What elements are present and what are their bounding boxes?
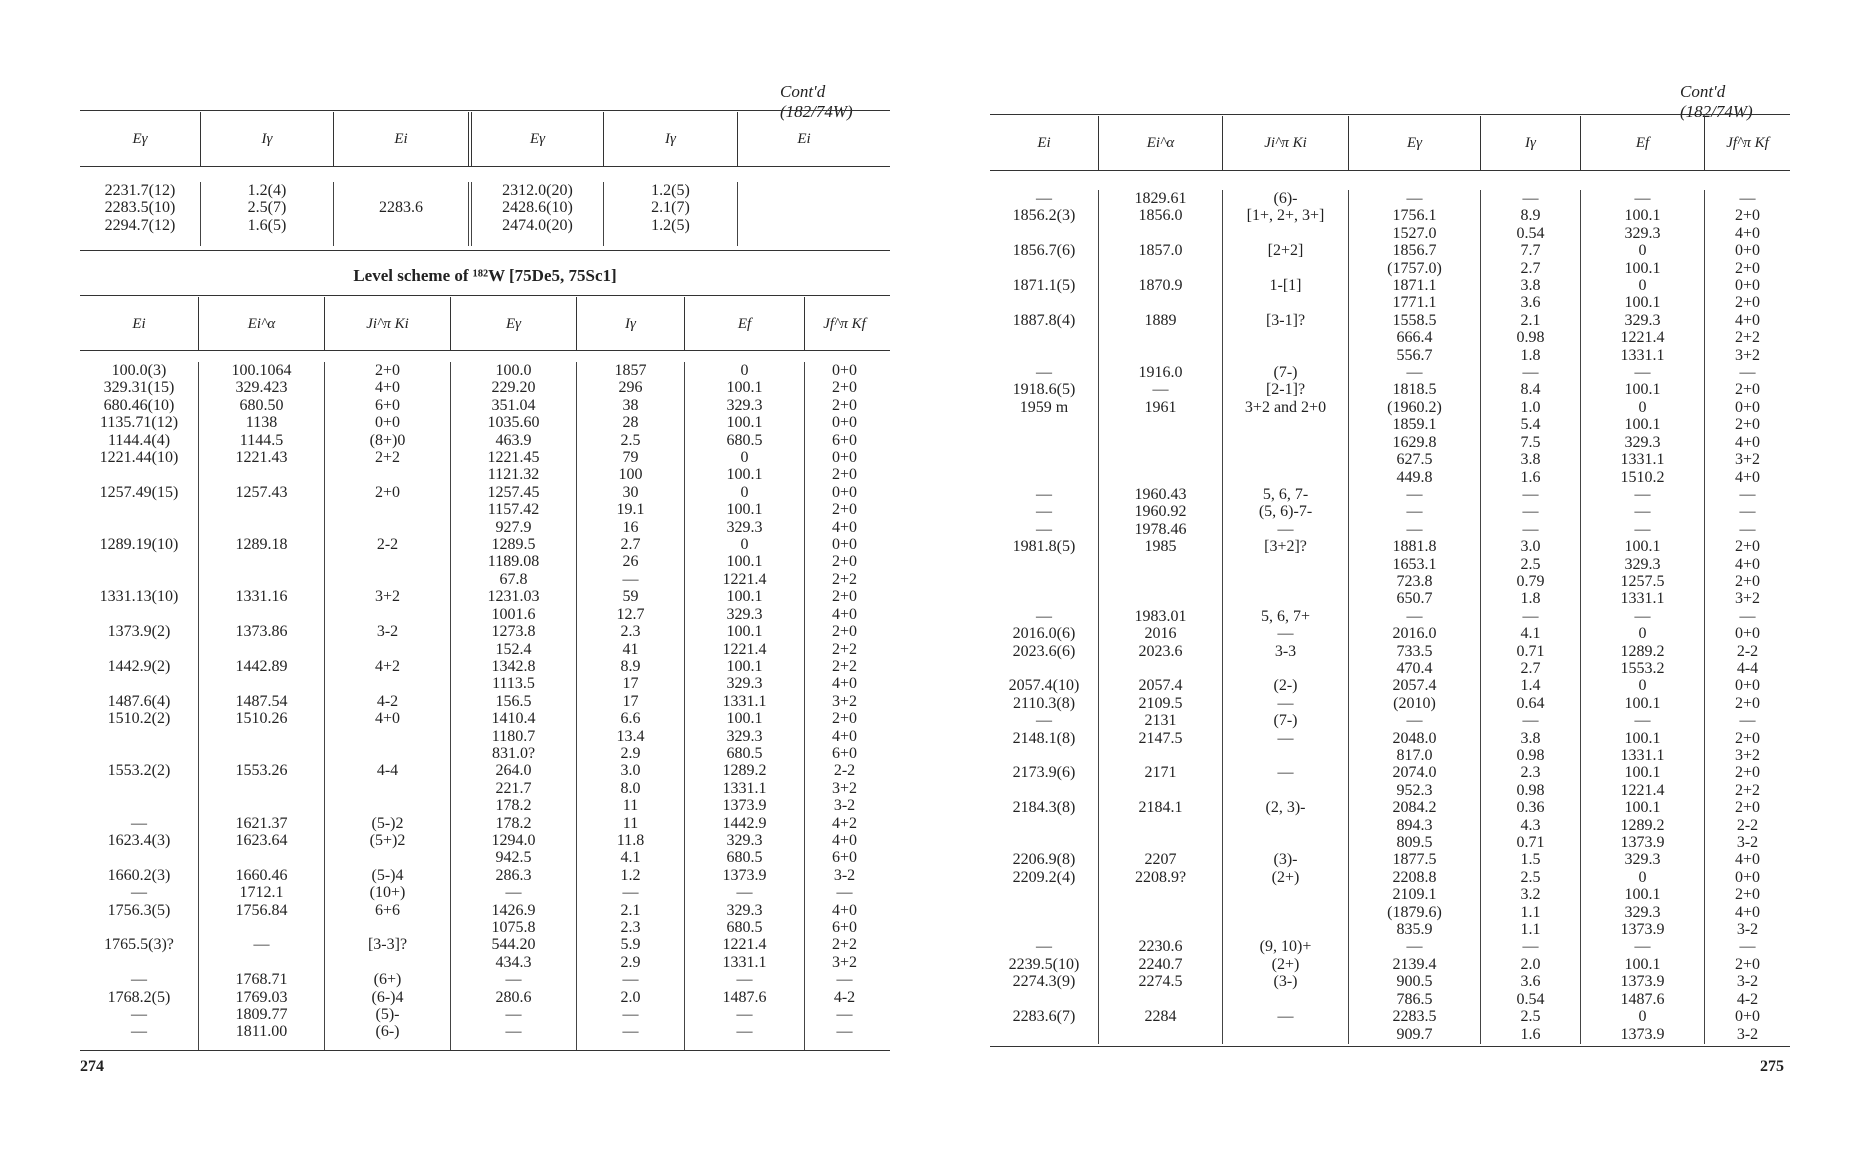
table-rule	[990, 1046, 1790, 1047]
top-table-header	[80, 112, 890, 166]
col-header: Ef	[1580, 116, 1704, 170]
table-column: 0+0 2+0 2+0 0+0 6+0 0+0 2+0 0+0 2+0 4+0 0+0 2+0 2+2 2+0 4+0 2+0 2+2 2+2 4+0 3+2 2+0 4+0 6+0 2-2 3+2 3-2 4+2 4+0 6+0 3-2 — 4+0 6+0 2+2 3+2 — 4-2 — —	[804, 362, 884, 1050]
col-header: Eγ	[468, 112, 603, 166]
contd-label: Cont'd (182/74W)	[1680, 82, 1753, 121]
table-column: 2312.0(20) 2428.6(10) 2474.0(20)	[468, 182, 603, 246]
col-header: Ei	[132, 316, 146, 332]
page-number: 274	[80, 1058, 104, 1075]
table-rule	[990, 114, 1790, 115]
table-column: — 1756.1 1527.0 1856.7 (1757.0) 1871.1 1771.1 1558.5 666.4 556.7 — 1818.5 (1960.2) 1859.1 1629.8 627.5 449.8 — — — 1881.8 1653.1 723.8 650.7 — 2016.0 733.5 470.4 2057.4 (2010) — 2048.0 817.0 2074.0 952.3 2084.2 894.3 809.5 1877.5 2208.8 2109.1 (1879.6) 835.9 — 2139.4 900.5 786.5 2283.5 909.7	[1348, 190, 1480, 1044]
main-table-header	[80, 297, 890, 351]
col-header: Ji^π Ki	[1222, 116, 1348, 170]
main-table-body	[80, 362, 890, 1050]
table-rule	[80, 110, 890, 111]
right-table-header	[990, 116, 1790, 170]
col-header: Ei	[1037, 135, 1051, 151]
right-table-body	[990, 190, 1790, 1044]
top-table-body	[80, 182, 890, 246]
table-column: 100.0 229.20 351.04 1035.60 463.9 1221.45 1121.32 1257.45 1157.42 927.9 1289.5 1189.08 67.8 1231.03 1001.6 1273.8 152.4 1342.8 1113.5 156.5 1410.4 1180.7 831.0? 264.0 221.7 178.2 178.2 1294.0 942.5 286.3 — 1426.9 1075.8 544.20 434.3 — 280.6 — —	[450, 362, 576, 1050]
col-header: Iγ	[576, 297, 684, 351]
table-column: (6)- [1+, 2+, 3+] [2+2] 1-[1] [3-1]? (7-) [2-1]? 3+2 and 2+0 5, 6, 7- (5, 6)-7- — [3+2]? 5, 6, 7+ — 3-3 (2-) — (7-) — — (2, 3)- (3)- (2+) (9, 10)+ (2+) (3-) —	[1222, 190, 1348, 1044]
table-rule	[990, 170, 1790, 171]
table-column: — 1856.2(3) 1856.7(6) 1871.1(5) 1887.8(4) — 1918.6(5) 1959 m — — — 1981.8(5) — 2016.0(6) 2023.6(6) 2057.4(10) 2110.3(8) — 2148.1(8) 2173.9(6) 2184.3(8) 2206.9(8) 2209.2(4) — 2239.5(10) 2274.3(9) 2283.6(7)	[1008, 190, 1080, 1026]
col-header: Ei	[737, 112, 870, 166]
contd-label: Cont'd (182/74W)	[780, 82, 853, 121]
table-column: 1.2(4) 2.5(7) 1.6(5)	[200, 182, 333, 246]
table-column: 100.1064 329.423 680.50 1138 1144.5 1221.43 1257.43 1289.18 1331.16 1373.86 1442.89 1487.54 1510.26 1553.26 1621.37 1623.64 1660.46 1712.1 1756.84 — 1768.71 1769.03 1809.77 1811.00	[198, 362, 324, 1050]
table-column: 100.0(3) 329.31(15) 680.46(10) 1135.71(12) 1144.4(4) 1221.44(10) 1257.49(15) 1289.19(10) 1331.13(10) 1373.9(2) 1442.9(2) 1487.6(4) 1510.2(2) 1553.2(2) — 1623.4(3) 1660.2(3) — 1756.3(5) 1765.5(3)? — 1768.2(5) — —	[99, 362, 179, 1041]
table-column: — 100.1 329.3 0 100.1 0 100.1 329.3 1221.4 1331.1 — 100.1 0 100.1 329.3 1331.1 1510.2 — — — 100.1 329.3 1257.5 1331.1 — 0 1289.2 1553.2 0 100.1 — 100.1 1331.1 100.1 1221.4 100.1 1289.2 1373.9 329.3 0 100.1 329.3 1373.9 — 100.1 1373.9 1487.6 0 1373.9	[1580, 190, 1704, 1044]
table-column: 1857 296 38 28 2.5 79 100 30 19.1 16 2.7 26 — 59 12.7 2.3 41 8.9 17 17 6.6 13.4 2.9 3.0 8.0 11 11 11.8 4.1 1.2 — 2.1 2.3 5.9 2.9 — 2.0 — —	[576, 362, 684, 1050]
col-header: Iγ	[200, 112, 333, 166]
table-column: 1.2(5) 2.1(7) 1.2(5)	[603, 182, 737, 246]
table-rule	[80, 295, 890, 296]
col-header: Ef	[684, 297, 804, 351]
table-column: — 2+0 4+0 0+0 2+0 0+0 2+0 4+0 2+2 3+2 — 2+0 0+0 2+0 4+0 3+2 4+0 — — — 2+0 4+0 2+0 3+2 — 0+0 2-2 4-4 0+0 2+0 — 2+0 3+2 2+0 2+2 2+0 2-2 3-2 4+0 0+0 2+0 4+0 3-2 — 2+0 3-2 4-2 0+0 3-2	[1704, 190, 1790, 1044]
col-header: Ei^α	[198, 297, 324, 351]
col-header: Jf^π Kf	[1704, 116, 1790, 170]
table-rule	[80, 250, 890, 251]
col-header: Eγ	[132, 131, 148, 147]
level-scheme-title: Level scheme of ¹⁸²W [75De5, 75Sc1]	[353, 266, 617, 285]
table-column	[737, 182, 870, 246]
table-column: 2231.7(12) 2283.5(10) 2294.7(12)	[104, 182, 176, 234]
table-rule	[80, 350, 890, 351]
page-number: 275	[1760, 1058, 1784, 1075]
table-column: — 8.9 0.54 7.7 2.7 3.8 3.6 2.1 0.98 1.8 — 8.4 1.0 5.4 7.5 3.8 1.6 — — — 3.0 2.5 0.79 1.8 — 4.1 0.71 2.7 1.4 0.64 — 3.8 0.98 2.3 0.98 0.36 4.3 0.71 1.5 2.5 3.2 1.1 1.1 — 2.0 3.6 0.54 2.5 1.6	[1480, 190, 1580, 1044]
col-header: Eγ	[450, 297, 576, 351]
col-header: Iγ	[603, 112, 737, 166]
col-header: Eγ	[1348, 116, 1480, 170]
table-column: 2283.6	[333, 182, 468, 246]
col-header: Iγ	[1480, 116, 1580, 170]
col-header: Ei^α	[1098, 116, 1222, 170]
col-header: Ji^π Ki	[324, 297, 450, 351]
table-column: 1829.61 1856.0 1857.0 1870.9 1889 1916.0 — 1961 1960.43 1960.92 1978.46 1985 1983.01 2016 2023.6 2057.4 2109.5 2131 2147.5 2171 2184.1 2207 2208.9? 2230.6 2240.7 2274.5 2284	[1098, 190, 1222, 1044]
table-column: 0 100.1 329.3 100.1 680.5 0 100.1 0 100.1 329.3 0 100.1 1221.4 100.1 329.3 100.1 1221.4 100.1 329.3 1331.1 100.1 329.3 680.5 1289.2 1331.1 1373.9 1442.9 329.3 680.5 1373.9 — 329.3 680.5 1221.4 1331.1 — 1487.6 — —	[684, 362, 804, 1050]
table-rule	[80, 166, 890, 167]
table-column: 2+0 4+0 6+0 0+0 (8+)0 2+2 2+0 2-2 3+2 3-2 4+2 4-2 4+0 4-4 (5-)2 (5+)2 (5-)4 (10+) 6+6 [3-3]? (6+) (6-)4 (5)- (6-)	[324, 362, 450, 1050]
col-header: Ei	[333, 112, 468, 166]
col-header: Jf^π Kf	[804, 297, 884, 351]
table-rule	[80, 1050, 890, 1051]
